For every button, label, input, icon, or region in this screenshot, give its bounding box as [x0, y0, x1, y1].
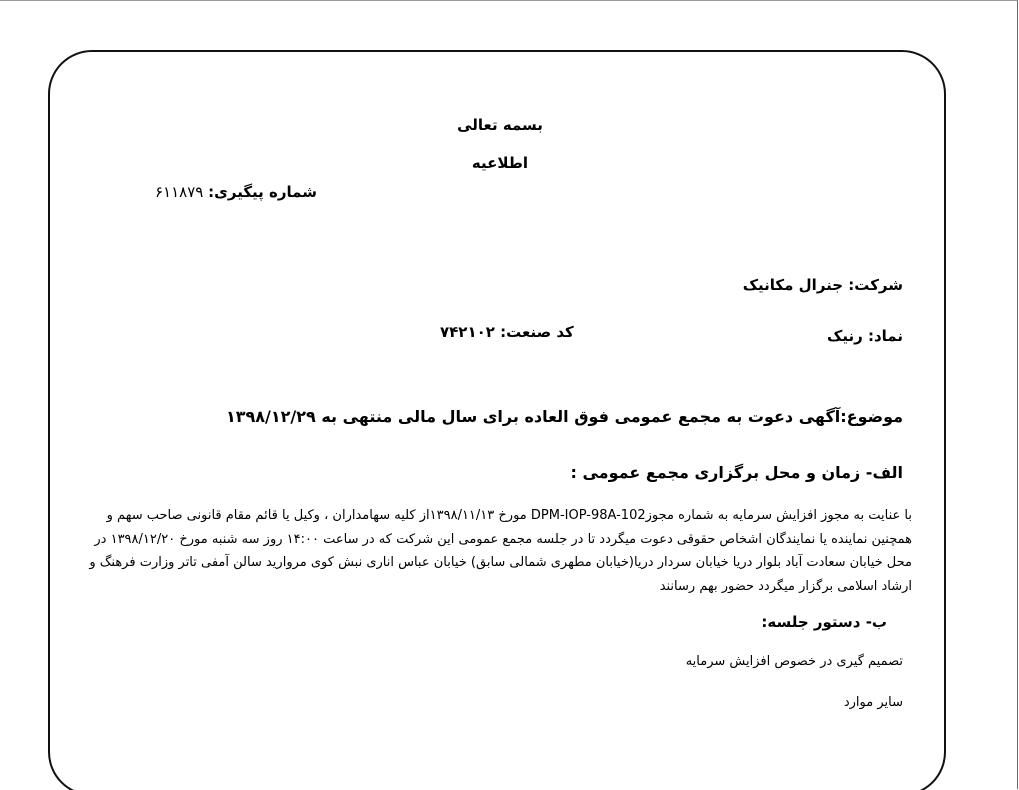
tracking-number-line	[155, 183, 317, 201]
notice-title: اطلاعیه	[471, 154, 529, 172]
section-b-title: ب- دستور جلسه:	[761, 613, 887, 631]
subject-line: موضوع:آگهی دعوت به مجمع عمومی فوق العاده برای سال مالی منتهی به ۱۳۹۸/۱۲/۲۹	[225, 407, 903, 426]
industry-code-line	[440, 323, 574, 341]
company-symbol: نماد: رنیک	[827, 327, 903, 345]
paragraph-line-3: محل خیابان سعادت آباد بلوار دریا خیابان سردار دریا(خیابان مطهری شمالی سابق) خیابان عباس اناری نبش کوی مروارید سالن آمفی تاتر وزارت فرهنگ و	[89, 555, 912, 570]
tracking-number: ۶۱۱۸۷۹	[155, 183, 204, 201]
industry-label: کد صنعت:	[500, 323, 574, 341]
section-a-paragraph	[52, 504, 912, 598]
paragraph-line-2: همچنین نماینده یا نمایندگان اشخاص حقوقی دعوت میگردد تا در جلسه مجمع عمومی این شرکت که در ساعت ۱۴:۰۰ روز سه شنبه مورخ ۱۳۹۸/۱۲/۲۰ در	[94, 531, 912, 547]
paragraph-line-4: ارشاد اسلامی برگزار میگردد حضور بهم رسانند	[659, 578, 912, 594]
basmala-heading: بسمه تعالی	[457, 116, 543, 134]
company-name: شرکت: جنرال مکانیک	[742, 276, 903, 294]
tracking-label: شماره پیگیری:	[208, 183, 317, 201]
industry-code: ۷۴۲۱۰۲	[440, 323, 495, 341]
section-a-title: الف- زمان و محل برگزاری مجمع عمومی :	[570, 463, 903, 482]
agenda-item: سایر موارد	[843, 695, 903, 710]
agenda-item: تصمیم گیری در خصوص افزایش سرمایه	[685, 654, 903, 669]
paragraph-line-1: با عنایت به مجوز افزایش سرمایه به شماره مجوزDPM-IOP-98A-102 مورخ ۱۳۹۸/۱۱/۱۳از کلیه سهامداران ، وکیل یا قائم مقام قانونی صاحب سهم و	[106, 508, 912, 523]
